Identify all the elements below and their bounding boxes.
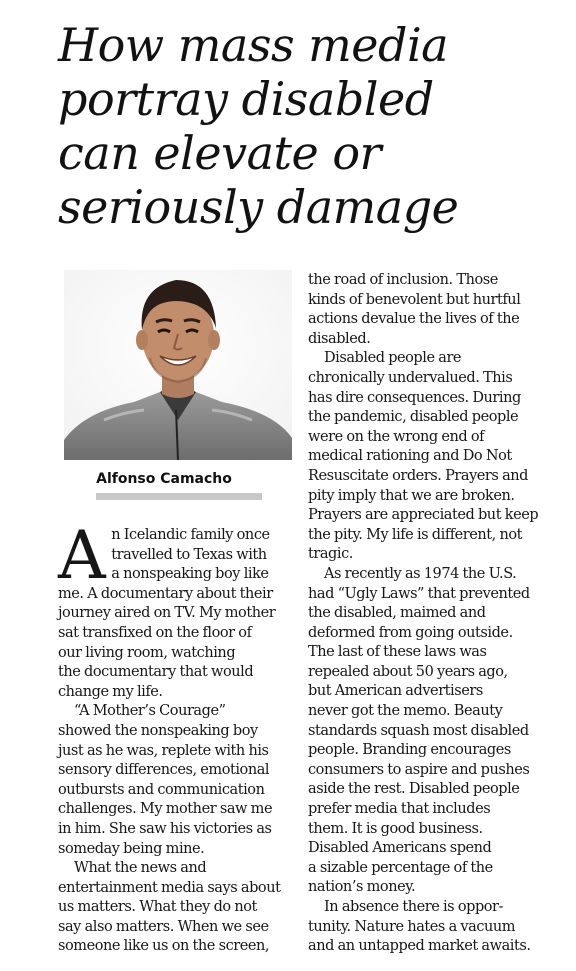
headline-line: portray disabled xyxy=(58,72,434,126)
text-line: chronically undervalued. This xyxy=(308,369,513,386)
text-line: medical rationing and Do Not xyxy=(308,448,512,465)
text-line: aside the rest. Disabled people xyxy=(308,781,520,798)
text-line: What the news and xyxy=(74,860,207,877)
text-line: showed the nonspeaking boy xyxy=(58,722,258,739)
text-line: repealed about 50 years ago, xyxy=(308,663,508,680)
headline-line: How mass media xyxy=(58,18,449,72)
text-line: deformed from going outside. xyxy=(308,624,513,641)
paragraph xyxy=(308,898,544,957)
text-line: sensory differences, emotional xyxy=(58,762,270,779)
text-line: the road of inclusion. Those xyxy=(308,272,498,288)
text-line: “A Mother’s Courage” xyxy=(74,703,226,720)
text-line: nation’s money. xyxy=(308,879,416,896)
text-line: tragic. xyxy=(308,546,353,563)
text-line: sat transfixed on the floor of xyxy=(58,624,252,641)
text-line: disabled. xyxy=(308,330,371,347)
text-line: has dire consequences. During xyxy=(308,389,521,406)
text-line: someday being mine. xyxy=(58,840,205,857)
text-line: a sizable percentage of the xyxy=(308,859,493,876)
headline-line: can elevate or xyxy=(58,126,382,180)
text-line: and an untapped market awaits. xyxy=(308,938,531,955)
byline: Alfonso Camacho xyxy=(96,471,232,487)
text-line: change my life. xyxy=(58,683,163,700)
text-line: consumers to aspire and pushes xyxy=(308,761,530,778)
text-line: kinds of benevolent but hurtful xyxy=(308,291,521,308)
headline xyxy=(58,18,558,234)
text-line: a nonspeaking boy like xyxy=(111,566,269,583)
paragraph xyxy=(58,517,290,702)
text-line: n Icelandic family once xyxy=(111,527,270,543)
text-line: the pity. My life is different, not xyxy=(308,526,523,543)
text-line: travelled to Texas with xyxy=(111,546,267,563)
text-line: were on the wrong end of xyxy=(308,428,485,445)
author-photo xyxy=(64,270,292,460)
text-line: prefer media that includes xyxy=(308,801,491,818)
text-line: them. It is good business. xyxy=(308,820,483,837)
text-line: say also matters. When we see xyxy=(58,918,269,935)
text-line: just as he was, replete with his xyxy=(58,742,269,759)
text-line: Prayers are appreciated but keep xyxy=(308,507,539,524)
text-line: standards squash most disabled xyxy=(308,722,529,739)
article-column-right xyxy=(308,271,544,957)
text-line: In absence there is oppor- xyxy=(324,899,503,915)
text-line: Disabled people are xyxy=(324,350,462,367)
text-line: pity imply that we are broken. xyxy=(308,487,515,504)
paragraph xyxy=(308,349,544,565)
byline-divider xyxy=(96,493,262,500)
text-line: As recently as 1974 the U.S. xyxy=(324,565,517,582)
text-line: actions devalue the lives of the xyxy=(308,311,520,328)
text-line: entertainment media says about xyxy=(58,879,281,896)
text-line: tunity. Nature hates a vacuum xyxy=(308,918,516,935)
text-line: challenges. My mother saw me xyxy=(58,801,273,818)
text-line: us matters. What they do not xyxy=(58,899,257,916)
text-line: The last of these laws was xyxy=(308,644,487,661)
paragraph xyxy=(308,271,544,349)
text-line: never got the memo. Beauty xyxy=(308,703,503,720)
text-line: in him. She saw his victories as xyxy=(58,820,272,837)
drop-cap: A xyxy=(58,517,106,594)
text-line: people. Branding encourages xyxy=(308,742,511,759)
paragraph xyxy=(308,565,544,898)
text-line: someone like us on the screen, xyxy=(58,938,270,955)
text-line: the pandemic, disabled people xyxy=(308,409,519,426)
paragraph xyxy=(58,702,290,859)
article-column-left xyxy=(58,517,290,957)
text-line: me. A documentary about their xyxy=(58,585,273,602)
text-line: but American advertisers xyxy=(308,683,483,700)
text-line: had “Ugly Laws” that prevented xyxy=(308,585,530,602)
text-line: the disabled, maimed and xyxy=(308,605,486,622)
text-line: our living room, watching xyxy=(58,644,236,661)
text-line: outbursts and communication xyxy=(58,781,265,798)
text-line: Disabled Americans spend xyxy=(308,840,492,857)
paragraph xyxy=(58,859,290,957)
text-line: Resuscitate orders. Prayers and xyxy=(308,467,528,484)
text-line: the documentary that would xyxy=(58,664,254,681)
portrait-illustration xyxy=(64,270,292,460)
headline-line: seriously damage xyxy=(58,180,459,234)
text-line: journey aired on TV. My mother xyxy=(58,605,276,622)
